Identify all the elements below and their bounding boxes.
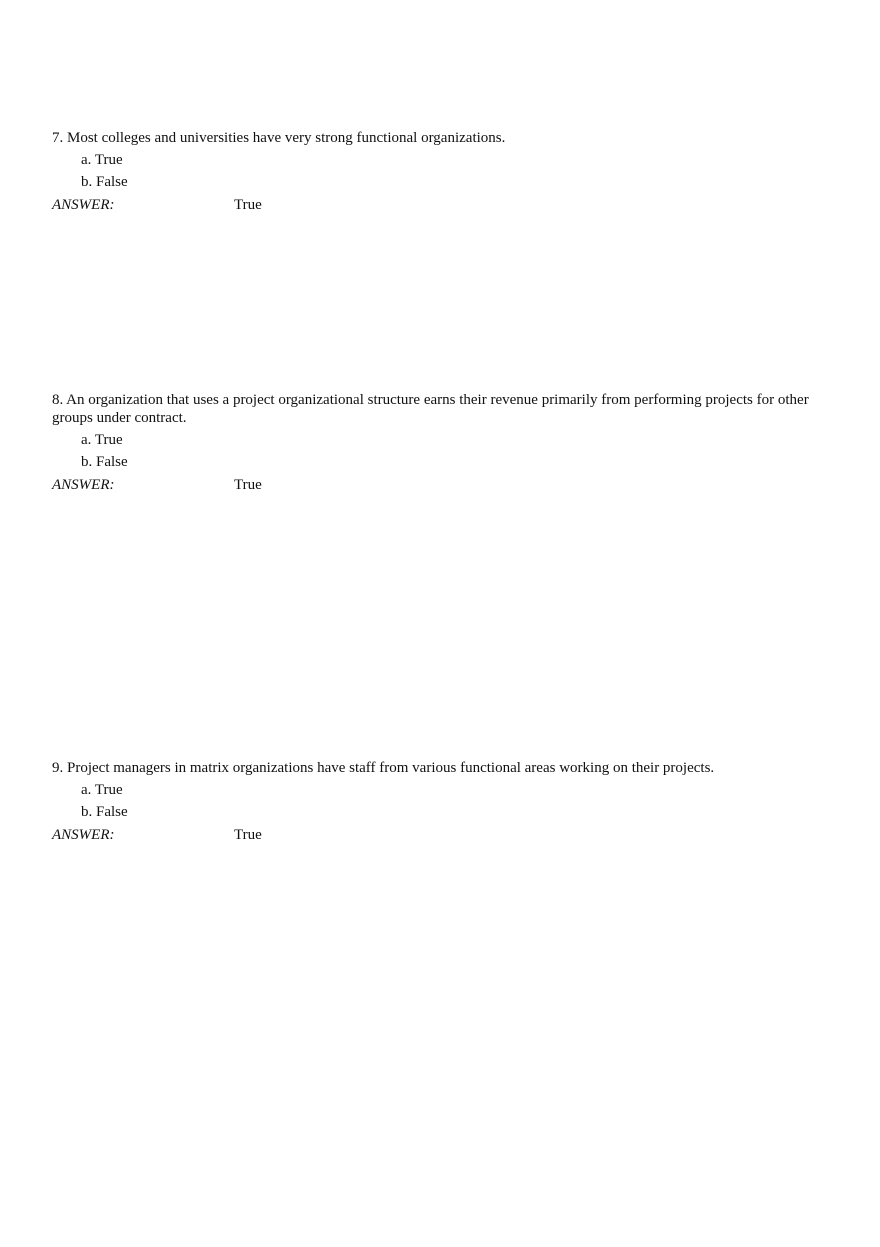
question-text: 9. Project managers in matrix organizations have staff from various functional areas working on their projects. xyxy=(52,760,715,776)
answer-row xyxy=(52,196,832,214)
option-a: a. True xyxy=(81,432,123,448)
answer-value: True xyxy=(234,197,262,213)
answer-row xyxy=(52,476,832,494)
option-a: a. True xyxy=(81,152,123,168)
answer-row xyxy=(52,826,832,844)
answer-label: ANSWER: xyxy=(52,197,115,213)
answer-label: ANSWER: xyxy=(52,827,115,843)
question-text: 8. An organization that uses a project organizational structure earns their revenue primarily from performing projects for other groups under contract. xyxy=(52,392,809,426)
option-b: b. False xyxy=(81,804,128,820)
question-9 xyxy=(52,759,832,844)
question-8 xyxy=(52,391,832,494)
answer-value: True xyxy=(234,477,262,493)
answer-value: True xyxy=(234,827,262,843)
question-text: 7. Most colleges and universities have very strong functional organizations. xyxy=(52,130,506,146)
question-7 xyxy=(52,129,832,214)
answer-label: ANSWER: xyxy=(52,477,115,493)
option-b: b. False xyxy=(81,454,128,470)
option-a: a. True xyxy=(81,782,123,798)
option-b: b. False xyxy=(81,174,128,190)
